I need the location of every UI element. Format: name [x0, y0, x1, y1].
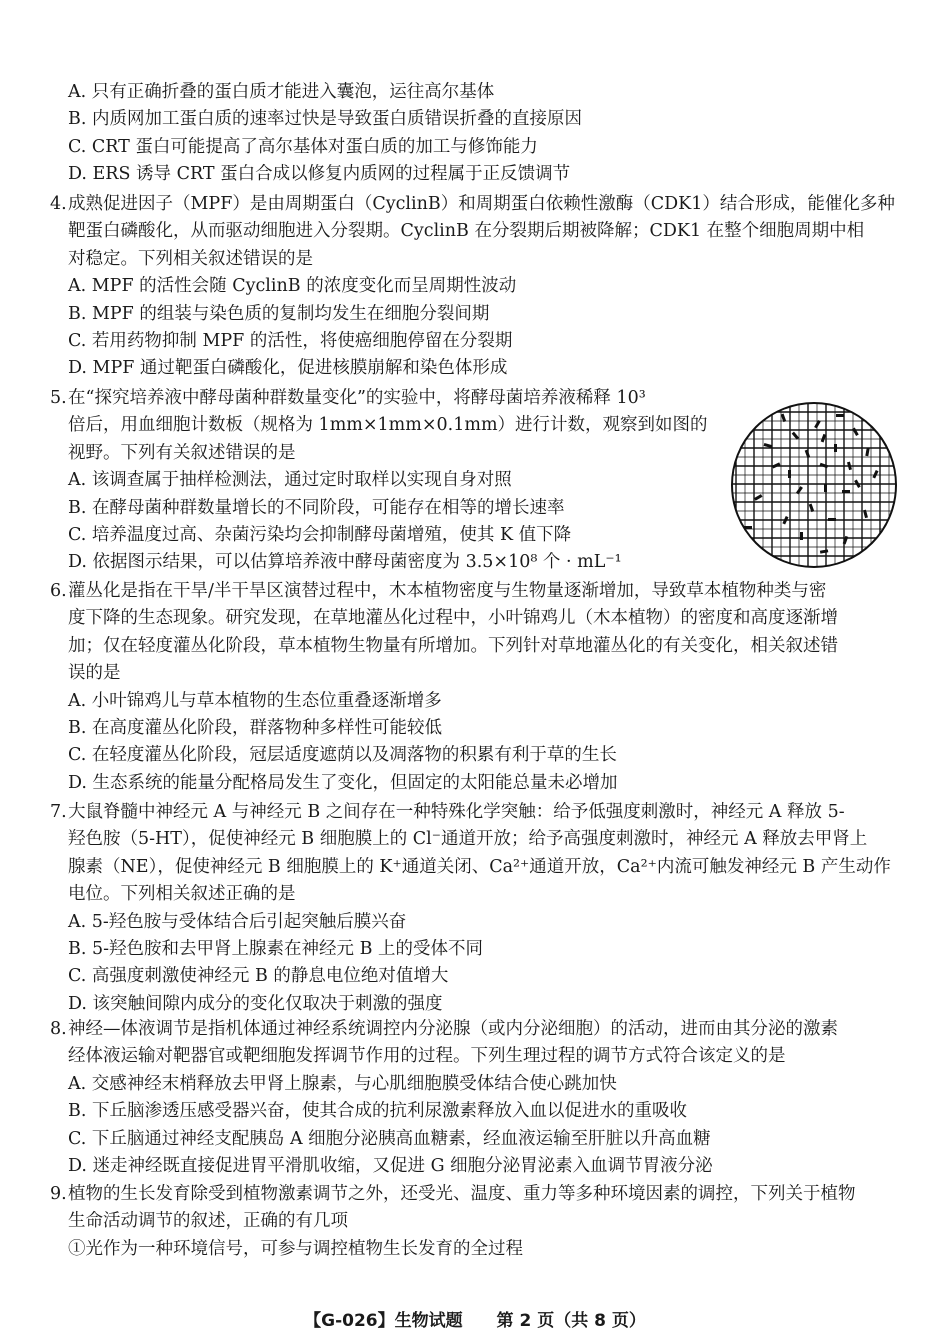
q4-option-b: B. MPF 的组装与染色质的复制均发生在细胞分裂间期: [68, 303, 490, 324]
question-7: [50, 799, 910, 1018]
q4-stem-line-2: 靶蛋白磷酸化，从而驱动细胞进入分裂期。CyclinB 在分裂期后期被降解；CDK1 在整个细胞周期中相: [68, 221, 865, 242]
q4-stem-line-3: 对稳定。下列相关叙述错误的是: [68, 248, 313, 269]
question-6: [50, 578, 910, 797]
q3-option-b: B. 内质网加工蛋白质的速率过快是导致蛋白质错误折叠的直接原因: [68, 109, 582, 130]
question-9: [50, 1181, 910, 1263]
q6-option-b: B. 在高度灌丛化阶段，群落物种多样性可能较低: [68, 717, 442, 738]
q4-option-a: A. MPF 的活性会随 CyclinB 的浓度变化而呈周期性波动: [68, 276, 517, 297]
q6-option-c: C. 在轻度灌丛化阶段，冠层适度遮荫以及凋落物的积累有利于草的生长: [68, 745, 617, 766]
q9-stem-line-2: 生命活动调节的叙述，正确的有几项: [68, 1211, 348, 1232]
q5-option-a: A. 该调查属于抽样检测法，通过定时取样以实现自身对照: [68, 470, 512, 491]
q7-stem-line-4: 电位。下列相关叙述正确的是: [68, 884, 296, 905]
q9-stem-line-1: 植物的生长发育除受到植物激素调节之外，还受光、温度、重力等多种环境因素的调控，下列关于植物: [68, 1184, 856, 1204]
q4-option-d: D. MPF 通过靶蛋白磷酸化，促进核膜崩解和染色体形成: [68, 358, 508, 379]
q7-option-d: D. 该突触间隙内成分的变化仅取决于刺激的强度: [68, 993, 443, 1014]
q7-stem-line-2: 羟色胺（5-HT），促使神经元 B 细胞膜上的 Cl⁻通道开放；给予高强度刺激时，神经元 A 释放去甲肾上: [68, 829, 868, 850]
q8-stem-line-2: 经体液运输对靶器官或靶细胞发挥调节作用的过程。下列生理过程的调节方式符合该定义的是: [68, 1046, 786, 1067]
exam-code: 【G-026】生物试题: [304, 1311, 463, 1331]
q6-stem-line-1: 灌丛化是指在干旱/半干旱区演替过程中，木本植物密度与生物量逐渐增加，导致草本植物种类与密: [68, 581, 827, 601]
q4-stem-line-1: 成熟促进因子（MPF）是由周期蛋白（CyclinB）和周期蛋白依赖性激酶（CDK1）结合形成，能催化多种: [68, 194, 895, 214]
q3-option-d: D. ERS 诱导 CRT 蛋白合成以修复内质网的过程属于正反馈调节: [68, 164, 571, 185]
q6-stem-line-4: 误的是: [68, 663, 121, 684]
q8-option-d: D. 迷走神经既直接促进胃平滑肌收缩，又促进 G 细胞分泌胃泌素入血调节胃液分泌: [68, 1155, 713, 1176]
q5-option-b: B. 在酵母菌种群数量增长的不同阶段，可能存在相等的增长速率: [68, 497, 565, 518]
q9-statement-1: ①光作为一种环境信号，可参与调控植物生长发育的全过程: [68, 1238, 523, 1259]
q4-number: 4.: [50, 194, 67, 214]
page-footer: [0, 1306, 950, 1331]
q6-stem-line-2: 度下降的生态现象。研究发现，在草地灌丛化过程中，小叶锦鸡儿（木本植物）的密度和高度逐渐增: [68, 608, 838, 629]
q4-option-c: C. 若用药物抑制 MPF 的活性，将使癌细胞停留在分裂期: [68, 330, 513, 351]
q7-stem-line-1: 大鼠脊髓中神经元 A 与神经元 B 之间存在一种特殊化学突触：给予低强度刺激时，神经元 A 释放 5-: [68, 802, 845, 822]
q7-option-c: C. 高强度刺激使神经元 B 的静息电位绝对值增大: [68, 966, 449, 987]
q7-stem-line-3: 腺素（NE），促使神经元 B 细胞膜上的 K⁺通道关闭、Ca²⁺通道开放，Ca²⁺内流可触发神经元 B 产生动作: [68, 856, 891, 877]
q9-number: 9.: [50, 1184, 67, 1204]
q8-option-b: B. 下丘脑渗透压感受器兴奋，使其合成的抗利尿激素释放入血以促进水的重吸收: [68, 1101, 687, 1122]
q8-number: 8.: [50, 1019, 67, 1039]
q6-option-d: D. 生态系统的能量分配格局发生了变化，但固定的太阳能总量未必增加: [68, 772, 618, 793]
q8-option-a: A. 交感神经末梢释放去甲肾上腺素，与心肌细胞膜受体结合使心跳加快: [68, 1073, 617, 1094]
page-number: 第 2 页（共 8 页）: [496, 1311, 646, 1331]
q6-stem-line-3: 加；仅在轻度灌丛化阶段，草本植物生物量有所增加。下列针对草地灌丛化的有关变化，相关叙述错: [68, 635, 838, 656]
q6-number: 6.: [50, 581, 67, 601]
q7-number: 7.: [50, 802, 67, 822]
question-8: [50, 1016, 910, 1180]
q8-stem-line-1: 神经—体液调节是指机体通过神经系统调控内分泌腺（或内分泌细胞）的活动，进而由其分泌的激素: [68, 1019, 838, 1039]
q6-option-a: A. 小叶锦鸡儿与草本植物的生态位重叠逐渐增多: [68, 690, 442, 711]
q5-stem-line-1: 在“探究培养液中酵母菌种群数量变化”的实验中，将酵母菌培养液稀释 10³: [68, 388, 646, 408]
q5-number: 5.: [50, 388, 67, 408]
q8-option-c: C. 下丘脑通过神经支配胰岛 A 细胞分泌胰高血糖素，经血液运输至肝脏以升高血糖: [68, 1128, 711, 1149]
q5-stem-line-3: 视野。下列有关叙述错误的是: [68, 442, 296, 463]
q3-option-c: C. CRT 蛋白可能提高了高尔基体对蛋白质的加工与修饰能力: [68, 136, 538, 157]
q7-option-b: B. 5-羟色胺和去甲肾上腺素在神经元 B 上的受体不同: [68, 938, 484, 959]
q5-option-c: C. 培养温度过高、杂菌污染均会抑制酵母菌增殖，使其 K 值下降: [68, 524, 572, 545]
q3-option-a: A. 只有正确折叠的蛋白质才能进入囊泡，运往高尔基体: [68, 82, 495, 102]
question-3-options: [50, 79, 910, 189]
question-4: [50, 191, 910, 383]
q5-stem-line-2: 倍后，用血细胞计数板（规格为 1mm×1mm×0.1mm）进行计数，观察到如图的: [68, 415, 708, 436]
counting-grid: [724, 400, 904, 570]
hemocytometer-figure: [724, 400, 904, 570]
q7-option-a: A. 5-羟色胺与受体结合后引起突触后膜兴奋: [68, 911, 407, 932]
q5-option-d: D. 依据图示结果，可以估算培养液中酵母菌密度为 3.5×10⁸ 个 · mL⁻¹: [68, 552, 622, 573]
